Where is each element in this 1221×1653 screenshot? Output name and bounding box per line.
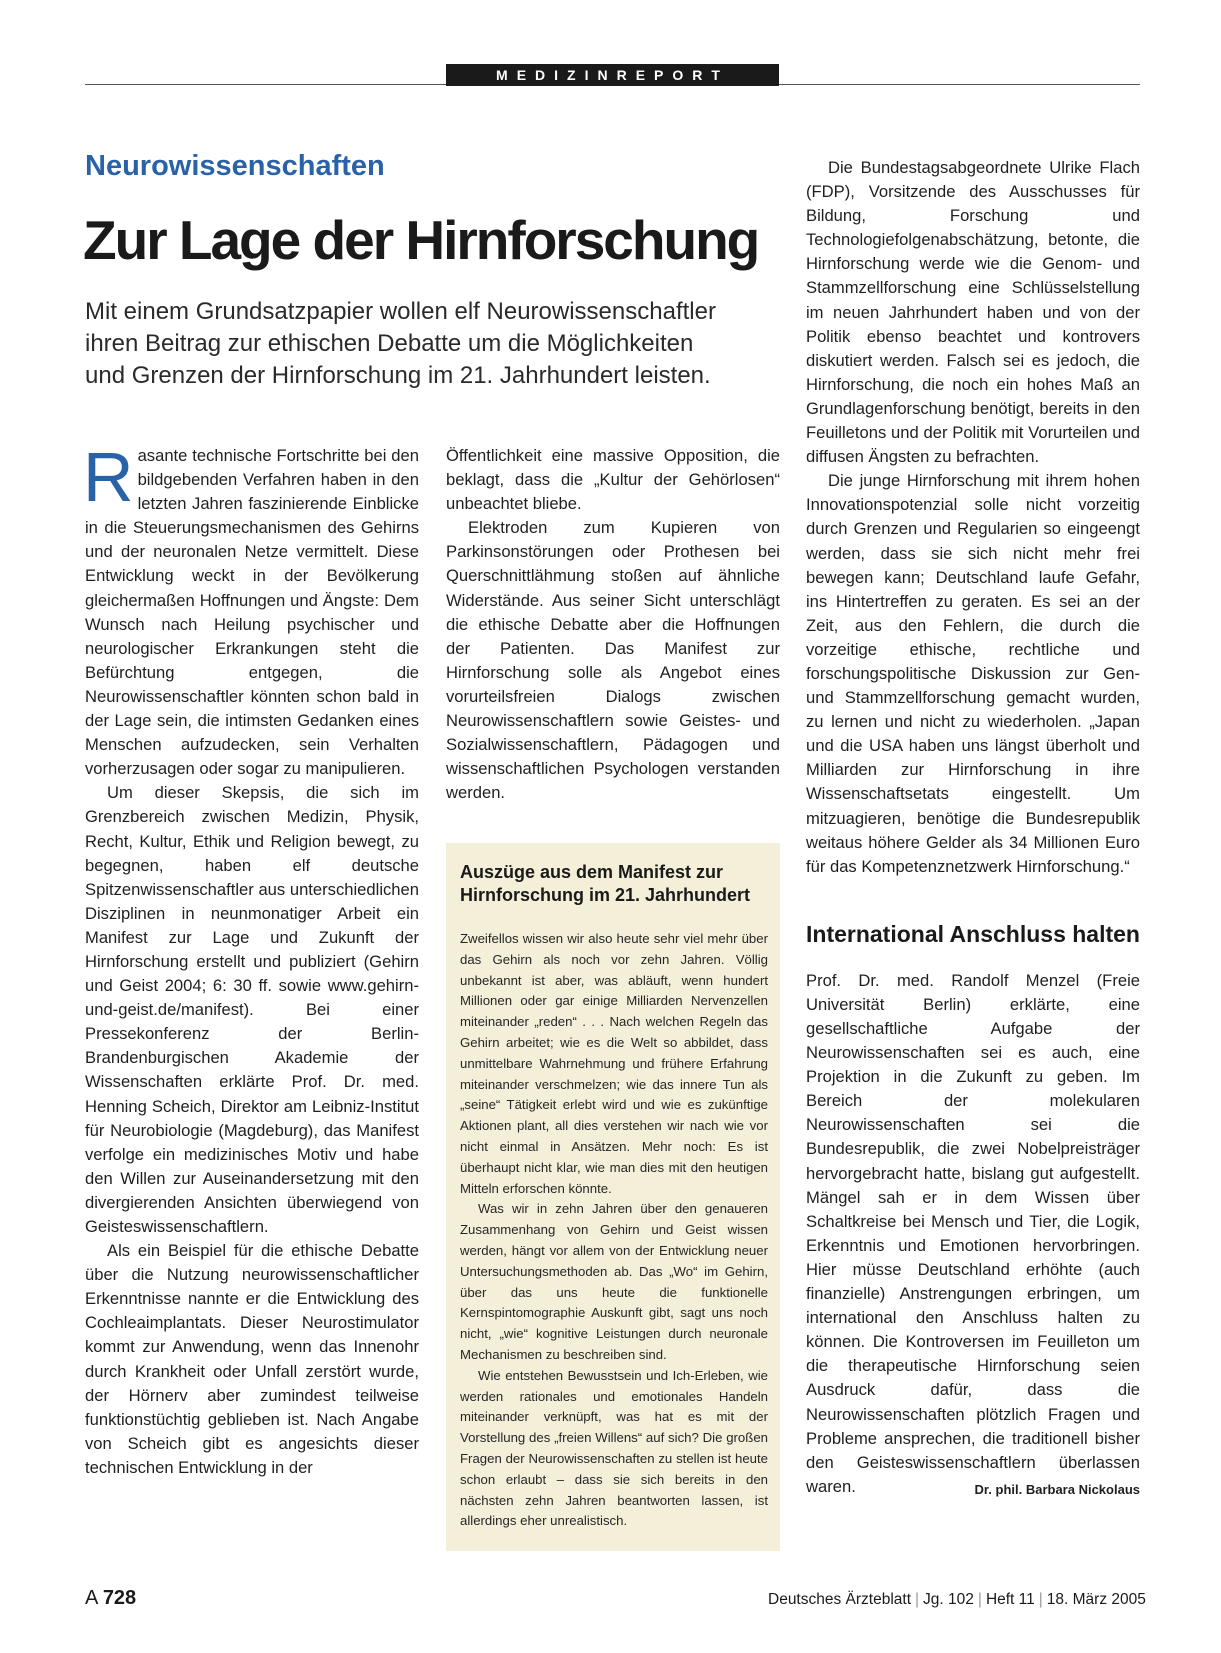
lead-line: ihren Beitrag zur ethischen Debatte um die Möglichkeiten [85, 330, 694, 357]
author-signature: Dr. phil. Barbara Nickolaus [974, 1481, 1140, 1497]
body-paragraph: Als ein Beispiel für die ethische Debatte über die Nutzung neurowissenschaftlicher Erkenntnisse nannte er die Entwicklung des Cochleaimplantats. Dieser Neurostimulator kommt zur Anwendung, wenn das Innenohr durch Krankheit oder Unfall zerstört wurde, der Hörnerv aber zumindest teilweise funktionstüchtig geblieben ist. Nach Angabe von Scheich gibt es angesichts dieser technischen Entwicklung in der [85, 1241, 419, 1477]
body-paragraph: Prof. Dr. med. Randolf Menzel (Freie Universität Berlin) erklärte, eine gesellschaftliche Aufgabe der Neurowissenschaften sei es auch, eine Projektion in die Zukunft zu geben. Im Bereich der molekularen Neurowissenschaften sei die Bundesrepublik, die zwei Nobelpreisträger hervorgebracht hatte, bislang gut aufgestellt. Mängel sah er in dem Wissen über Schaltkreise bei Mensch und Tier, die Logik, Erkenntnis und Emotionen hervorbringen. Hier müsse Deutschland erhöhte (auch finanzielle) Anstrengungen erbringen, um international den Anschluss halten zu können. Die Kontroversen im Feuilleton um die therapeutische Hirnforschung seien Ausdruck dafür, dass die Neurowissenschaften plötzlich Fragen und Probleme ansprechen, die traditionell bisher den Geisteswissenschaftlern überlassen waren. Dr. phil. Barbara Nickolaus [806, 969, 1140, 1499]
body-paragraph: Die Bundestagsabgeordnete Ulrike Flach (FDP), Vorsitzende des Ausschusses für Bildung, Forschung und Technologiefolgenabschätzung, betonte, die Hirnforschung werde wie die Genom- und Stammzellforschung eine Schlüsselstellung im neuen Jahrhundert haben und von der Politik ebenso beachtet und kontrovers diskutiert werden. Falsch sei es jedoch, die Hirnforschung, die noch ein hohes Maß an Grundlagenforschung benötigt, bereits in den Feuilletons und der Politik mit Vorurteilen und diffusen Ängsten zu befrachten. [806, 158, 1140, 467]
body-paragraph: Öffentlichkeit eine massive Opposition, die beklagt, dass die „Kultur der Gehörlosen“ unbeachtet bliebe. [446, 446, 780, 514]
article-headline: Zur Lage der Hirnforschung [83, 209, 759, 271]
journal-issue: Heft 11 [985, 1591, 1035, 1608]
body-paragraph: Um dieser Skepsis, die sich im Grenzbereich zwischen Medizin, Physik, Recht, Kultur, Ethik und Religion bewegt, zu begegnen, haben elf deutsche Spitzenwissenschaftler aus unterschiedlichen Disziplinen in neunmonatiger Arbeit ein Manifest zur Lage und Zukunft der Hirnforschung erstellt und publiziert (Gehirn und Geist 2004; 6: 30 ff. sowie www.gehirn-und-geist.de/manifest). Bei einer Pressekonferenz der Berlin-Brandenburgischen Akademie der Wissenschaften erklärte Prof. Dr. med. Henning Scheich, Direktor am Leibniz-Institut für Neurobiologie (Magdeburg), das Manifest verfolge ein medizinisches Motiv und habe den Willen zur Auseinandersetzung mit den divergierenden Ansichten überwiegend von Geisteswissenschaftlern. [85, 783, 419, 1236]
box-paragraph: Was wir in zehn Jahren über den genaueren Zusammenhang von Gehirn und Geist wissen werden, hängt vor allem von der Entwicklung neuer Untersuchungsmethoden ab. Das „Wo“ im Gehirn, über das uns heute die funktionelle Kernspintomographie Auskunft gibt, sagt uns noch nicht, „wie“ kognitive Leistungen durch neuronale Mechanismen zu beschreiben sind. [460, 1201, 768, 1362]
box-paragraph: Zweifellos wissen wir also heute sehr viel mehr über das Gehirn als noch vor zehn Jahren. Völlig unbekannt ist aber, was abläuft, wenn hundert Millionen oder gar einige Milliarden Nervenzellen miteinander „reden“ . . . Nach welchen Regeln das Gehirn arbeitet; wie es die Welt so abbildet, dass unmittelbare Wahrnehmung und frühere Erfahrung miteinander verschmelzen; wie das innere Tun als „seine“ Tätigkeit erlebt wird und wie es zukünftige Aktionen plant, all dies verstehen wir nach wie vor nicht einmal in Ansätzen. Mehr noch: Es ist überhaupt nicht klar, wie man dies mit den heutigen Mitteln erforschen könnte. [460, 931, 768, 1196]
manifest-excerpt-box [446, 843, 780, 1551]
body-column-2 [446, 444, 780, 805]
article-kicker: Neurowissenschaften [85, 150, 385, 182]
page-number: A 728 [85, 1587, 137, 1609]
body-paragraph: Elektroden zum Kupieren von Parkinsonstörungen oder Prothesen bei Querschnittlähmung stoßen auf ähnliche Widerstände. Aus seiner Sicht unterschlägt die ethische Debatte aber die Hoffnungen der Patienten. Das Manifest zur Hirnforschung solle als Angebot eines vorurteilsfreien Dialogs zwischen Neurowissenschaftlern sowie Geistes- und Sozialwissenschaftlern, Pädagogen und wissenschaftlichen Psychologen verstanden werden. [446, 518, 780, 803]
lead-line: Mit einem Grundsatzpapier wollen elf Neurowissenschaftler [85, 298, 716, 325]
body-column-3 [806, 156, 1140, 1502]
box-title: Auszüge aus dem Manifest zur Hirnforschung im 21. Jahrhundert [460, 862, 751, 905]
box-paragraph: Wie entstehen Bewusstsein und Ich-Erleben, wie werden rationales und emotionales Handeln miteinander verknüpft, was hat es mit der Vorstellung des „freien Willens“ auf sich? Die großen Fragen der Neurowissenschaften zu stellen ist heute schon erlaubt – dass sie sich bereits in den nächsten zehn Jahren beantworten lassen, ist allerdings eher unrealistisch. [460, 1367, 768, 1529]
body-paragraph: Die junge Hirnforschung mit ihrem hohen Innovationspotenzial solle nicht vorzeitig durch Grenzen und Regularien so eingeengt werden, dass sie sich nicht mehr frei bewegen kann; Deutschland laufe Gefahr, ins Hintertreffen zu geraten. Es sei an der Zeit, aus den Fehlern, die durch die vorzeitige ethische, rechtliche und forschungspolitische Diskussion zur Gen- und Stammzellforschung gemacht wurden, zu lernen und nicht zu wiederholen. „Japan und die USA haben uns längst überholt und Milliarden zur Hirnforschung in ihre Wissenschaftsetats eingestellt. Um mitzuagieren, benötige die Bundesrepublik weitaus höhere Gelder als 34 Millionen Euro für das Kompetenznetzwerk Hirnforschung.“ [806, 471, 1140, 876]
lead-line: und Grenzen der Hirnforschung im 21. Jahrhundert leisten. [85, 362, 711, 389]
box-text [460, 929, 768, 1532]
journal-volume: Jg. 102 [923, 1591, 974, 1608]
article-lead [85, 296, 775, 392]
body-paragraph: Rasante technische Fortschritte bei den bildgebenden Verfahren haben in den letzten Jahren faszinierende Einblicke in die Steuerungsmechanismen des Gehirns und der neuronalen Netze vermittelt. Diese Entwicklung weckt in der Bevölkerung gleichermaßen Hoffnungen und Ängste: Dem Wunsch nach Heilung psychischer und neurologischer Erkrankungen steht die Befürchtung entgegen, die Neurowissenschaftler könnten schon bald in der Lage sein, die intimsten Gedanken eines Menschen aufzudecken, sein Verhalten vorherzusagen oder sogar zu manipulieren. [83, 438, 419, 779]
drop-cap: R [83, 438, 134, 516]
journal-date: 18. März 2005 [1046, 1591, 1146, 1608]
section-subhead: International Anschluss halten [806, 920, 1140, 947]
body-column-1 [83, 438, 419, 1480]
journal-name: Deutsches Ärzteblatt [768, 1591, 912, 1608]
section-banner: MEDIZINREPORT [446, 64, 779, 86]
journal-citation: Deutsches Ärzteblatt | Jg. 102 | Heft 11 | 18. März 2005 [768, 1591, 1146, 1608]
